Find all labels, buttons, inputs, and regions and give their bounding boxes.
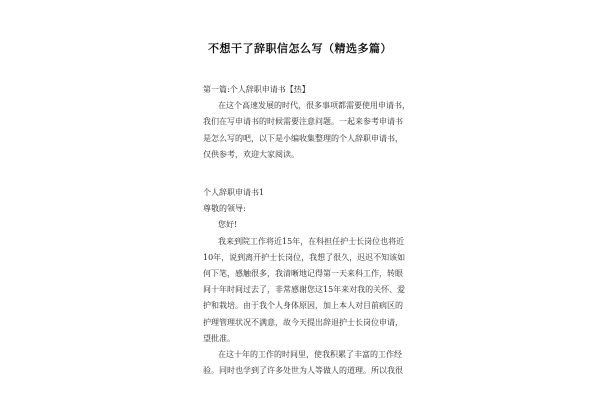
document-title: 不想干了辞职信怎么写（精选多篇）	[208, 42, 392, 55]
paragraph-line: 何下笔，感触很多，我清晰地记得第一天来科工作，转眼	[203, 269, 403, 279]
paragraph-line: 我们在写申请书的时候需要注意问题。一起来参考申请书	[203, 117, 403, 127]
section-heading: 第一篇:个人辞职申请书【热】	[203, 85, 310, 94]
section-letter	[203, 185, 408, 379]
paragraph-line: 护理管理状况不满意，故今天提出辞退护士长岗位申请，	[203, 317, 403, 327]
letter-greeting: 您好!	[218, 220, 238, 230]
paragraph-line: 在这个高速发展的时代，很多事项都需要使用申请书，	[218, 101, 410, 111]
letter-heading: 个人辞职申请书1	[203, 188, 265, 197]
letter-salutation: 尊敬的领导:	[203, 204, 246, 214]
paragraph-line: 在这十年的工作的时间里，使我积累了丰富的工作经	[218, 350, 402, 360]
paragraph-line: 间十年时间过去了，非常感谢您这15年来对我的关怀、爱	[203, 285, 406, 295]
paragraph-line: 望批准。	[203, 333, 235, 343]
paragraph-line: 10年，说到离开护士长岗位，我想了很久，迟迟不知该如	[203, 252, 406, 262]
paragraph-line: 我来到院工作将近15年，在科担任护士长岗位也将近	[218, 236, 405, 246]
section-intro	[203, 82, 408, 163]
paragraph-line: 护和栽培。由于我个人身体原因，加上本人对目前病区的	[203, 301, 403, 311]
paragraph-line: 验。同时也学到了许多处世为人等做人的道理。所以我很	[203, 366, 403, 376]
paragraph-line: 是怎么写的吧，以下是小编收集整理的个人辞职申请书，	[203, 133, 403, 143]
paragraph-line: 仅供参考，欢迎大家阅读。	[203, 149, 299, 159]
